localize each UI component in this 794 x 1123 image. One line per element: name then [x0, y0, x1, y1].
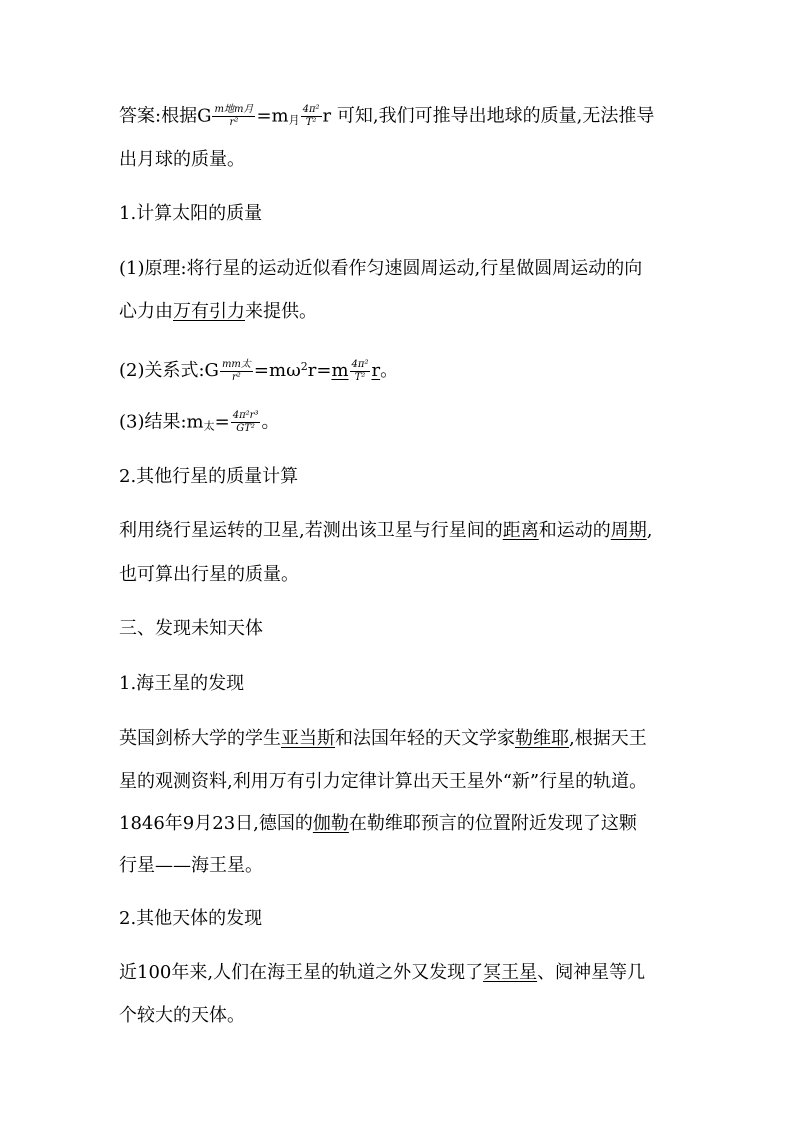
other-bodies-line-2: 个较大的天体。 — [119, 1005, 245, 1026]
underlined-answer: 亚当斯 — [281, 728, 335, 749]
section-title: 1.海王星的发现 — [119, 673, 245, 694]
section-heading: 三、发现未知天体 — [119, 618, 263, 639]
neptune-line-4: 行星——海王星。 — [119, 855, 263, 876]
formula-fraction: $\frac{\text{4π²r³}}{\text{GT²}}$ — [232, 410, 259, 434]
other-line-1: 利用绕行星运转的卫星,若测出该卫星与行星间的距离和运动的周期, — [119, 520, 653, 541]
neptune-line-3: 1846年9月23日,德国的伽勒在勒维耶预言的位置附近发现了这颗 — [119, 813, 637, 834]
neptune-line-2: 星的观测资料,利用万有引力定律计算出天王星外“新”行星的轨道。 — [119, 771, 648, 792]
formula-fraction: $\frac{\text{mm太}}{\text{r²}}$ — [221, 358, 251, 383]
principle-line-2: 心力由万有引力来提供。 — [119, 301, 317, 322]
neptune-line-1: 英国剑桥大学的学生亚当斯和法国年轻的天文学家勒维耶,根据天王 — [119, 728, 647, 749]
other-line-2: 也可算出行星的质量。 — [119, 564, 299, 585]
section-title: 2.其他行星的质量计算 — [119, 466, 299, 487]
answer-line-2: 出月球的质量。 — [119, 149, 245, 170]
section-title: 1.计算太阳的质量 — [119, 203, 263, 224]
underlined-answer: 伽勒 — [312, 813, 349, 834]
formula-fraction: $\frac{\text{4π²}}{\text{T²}}$ — [302, 104, 320, 128]
relation-line: (2)关系式:G $\frac{\text{mm太}}{\text{r²}}$ $=m\omega^2r=m$ $\frac{\text{4π²}}{\text{T²}}$ r。 — [119, 358, 399, 383]
underlined-answer: m — [331, 360, 349, 381]
principle-line-1: (1)原理:将行星的运动近似看作匀速圆周运动,行星做圆周运动的向 — [119, 258, 643, 279]
section-title: 2.其他天体的发现 — [119, 908, 263, 929]
underlined-answer: 距离 — [502, 520, 539, 541]
formula-fraction: $\frac{\text{m地m月}}{\text{r²}}$ — [214, 104, 254, 128]
underlined-answer: 万有引力 — [173, 301, 245, 322]
underlined-answer: r — [371, 360, 381, 381]
underlined-answer: 勒维耶 — [515, 728, 569, 749]
underlined-answer: 周期 — [610, 520, 647, 541]
answer-line-1: 答案:根据G $\frac{\text{m地m月}}{\text{r²}}$ =m月 $\frac{\text{4π²}}{\text{T²}}$ r 可知,我们可推导出地球的质量,无法推导 — [119, 104, 655, 128]
other-bodies-line-1: 近100年来,人们在海王星的轨道之外又发现了冥王星、阋神星等几 — [119, 962, 646, 983]
formula-fraction: $\frac{\text{4π²}}{\text{T²}}$ — [351, 358, 369, 383]
underlined-answer: 冥王星 — [483, 962, 538, 983]
result-line: (3)结果:m太= $\frac{\text{4π²r³}}{\text{GT²}}$ 。 — [119, 410, 280, 434]
